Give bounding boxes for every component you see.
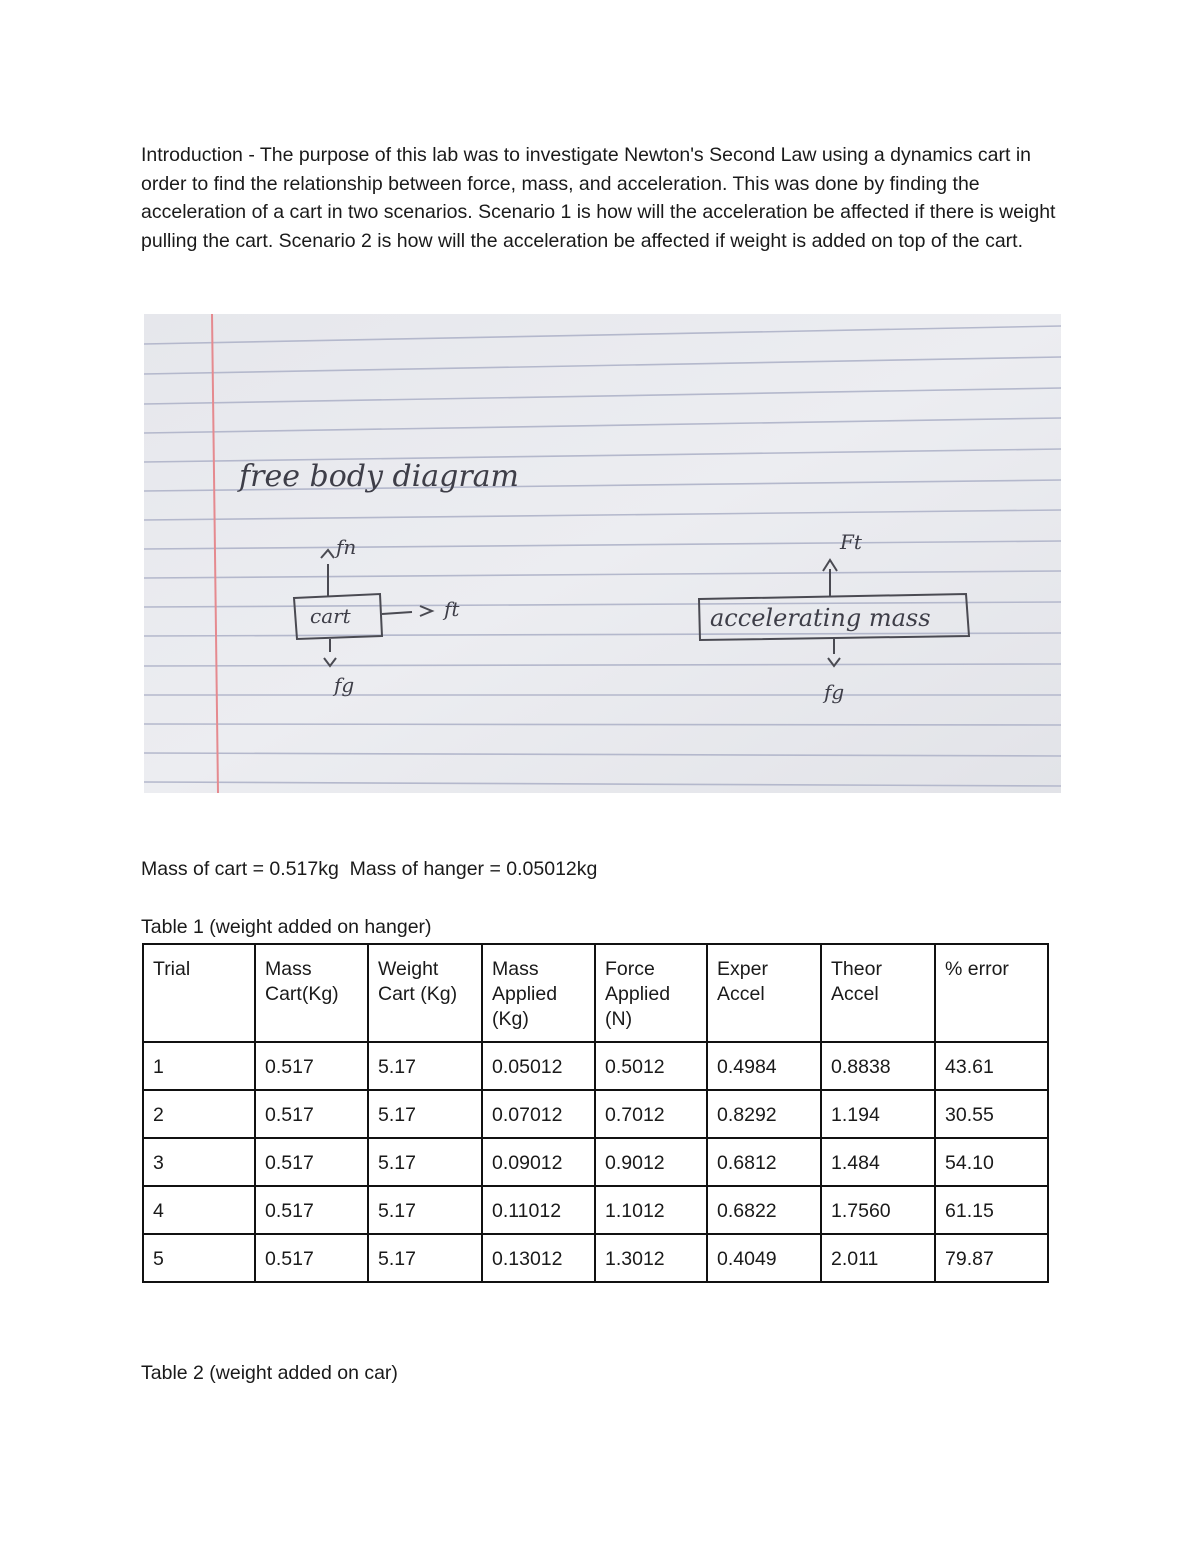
header-cell: Theor Accel bbox=[821, 944, 935, 1042]
mass-fg-label: fg bbox=[824, 680, 845, 704]
cart-fn-label: fn bbox=[336, 535, 357, 559]
table-row bbox=[143, 1042, 1048, 1090]
table-cell: 54.10 bbox=[935, 1138, 1048, 1186]
table-cell: 1.7560 bbox=[821, 1186, 935, 1234]
mass-label: accelerating mass bbox=[710, 604, 931, 632]
table2-title: Table 2 (weight added on car) bbox=[141, 1362, 398, 1384]
table-cell: 5.17 bbox=[368, 1042, 482, 1090]
table-cell: 0.5012 bbox=[595, 1042, 707, 1090]
table-cell: 0.05012 bbox=[482, 1042, 595, 1090]
table-cell: 1.1012 bbox=[595, 1186, 707, 1234]
table-cell: 5.17 bbox=[368, 1138, 482, 1186]
cart-ft-label: ft bbox=[444, 597, 460, 621]
table1 bbox=[142, 943, 1049, 1283]
table-cell: 79.87 bbox=[935, 1234, 1048, 1282]
table-cell: 0.8838 bbox=[821, 1042, 935, 1090]
mass-info: Mass of cart = 0.517kg Mass of hanger = 0.05012kg bbox=[141, 858, 598, 880]
table-cell: 0.517 bbox=[255, 1186, 368, 1234]
table-cell: 0.6822 bbox=[707, 1186, 821, 1234]
table-cell: 0.09012 bbox=[482, 1138, 595, 1186]
table-cell: 0.07012 bbox=[482, 1090, 595, 1138]
table-cell: 5 bbox=[143, 1234, 255, 1282]
header-cell: Exper Accel bbox=[707, 944, 821, 1042]
table-cell: 0.8292 bbox=[707, 1090, 821, 1138]
header-cell: Mass Cart(Kg) bbox=[255, 944, 368, 1042]
cart-label: cart bbox=[310, 604, 351, 628]
header-cell: % error bbox=[935, 944, 1048, 1042]
header-cell: Trial bbox=[143, 944, 255, 1042]
mass-ft-label: Ft bbox=[840, 530, 862, 554]
table1-header-row bbox=[143, 944, 1048, 1042]
table-row bbox=[143, 1138, 1048, 1186]
table-cell: 30.55 bbox=[935, 1090, 1048, 1138]
table-cell: 0.517 bbox=[255, 1138, 368, 1186]
free-body-diagram-photo bbox=[144, 314, 1061, 793]
table-cell: 0.6812 bbox=[707, 1138, 821, 1186]
header-cell: Weight Cart (Kg) bbox=[368, 944, 482, 1042]
table-cell: 0.11012 bbox=[482, 1186, 595, 1234]
table-cell: 0.7012 bbox=[595, 1090, 707, 1138]
table-cell: 1.3012 bbox=[595, 1234, 707, 1282]
table-cell: 2 bbox=[143, 1090, 255, 1138]
table-cell: 0.4049 bbox=[707, 1234, 821, 1282]
table-cell: 3 bbox=[143, 1138, 255, 1186]
table-cell: 1 bbox=[143, 1042, 255, 1090]
table-cell: 1.194 bbox=[821, 1090, 935, 1138]
table-cell: 0.13012 bbox=[482, 1234, 595, 1282]
introduction-paragraph: Introduction - The purpose of this lab was to investigate Newton's Second Law using a dynamics cart in order to find the relationship between force, mass, and acceleration. This was done by finding the acceleration of a cart in two scenarios. Scenario 1 is how will the acceleration be affected if there is weight pulling the cart. Scenario 2 is how will the acceleration be affected if weight is added on top of the cart. bbox=[141, 144, 1056, 252]
table-cell: 5.17 bbox=[368, 1186, 482, 1234]
table-cell: 0.9012 bbox=[595, 1138, 707, 1186]
table-cell: 43.61 bbox=[935, 1042, 1048, 1090]
table-cell: 0.517 bbox=[255, 1234, 368, 1282]
header-cell: Mass Applied (Kg) bbox=[482, 944, 595, 1042]
table1-title: Table 1 (weight added on hanger) bbox=[141, 916, 432, 938]
paper-background bbox=[144, 314, 1061, 793]
table-cell: 4 bbox=[143, 1186, 255, 1234]
diagram-heading: free body diagram bbox=[239, 459, 520, 494]
cart-fg-label: fg bbox=[334, 673, 355, 697]
table-cell: 0.4984 bbox=[707, 1042, 821, 1090]
table-cell: 0.517 bbox=[255, 1042, 368, 1090]
table-row bbox=[143, 1090, 1048, 1138]
table-cell: 5.17 bbox=[368, 1090, 482, 1138]
table-cell: 2.011 bbox=[821, 1234, 935, 1282]
table-cell: 5.17 bbox=[368, 1234, 482, 1282]
table-cell: 0.517 bbox=[255, 1090, 368, 1138]
notebook-paper-image bbox=[144, 314, 1061, 793]
table-cell: 1.484 bbox=[821, 1138, 935, 1186]
header-cell: Force Applied (N) bbox=[595, 944, 707, 1042]
table-row bbox=[143, 1234, 1048, 1282]
table-row bbox=[143, 1186, 1048, 1234]
table-cell: 61.15 bbox=[935, 1186, 1048, 1234]
